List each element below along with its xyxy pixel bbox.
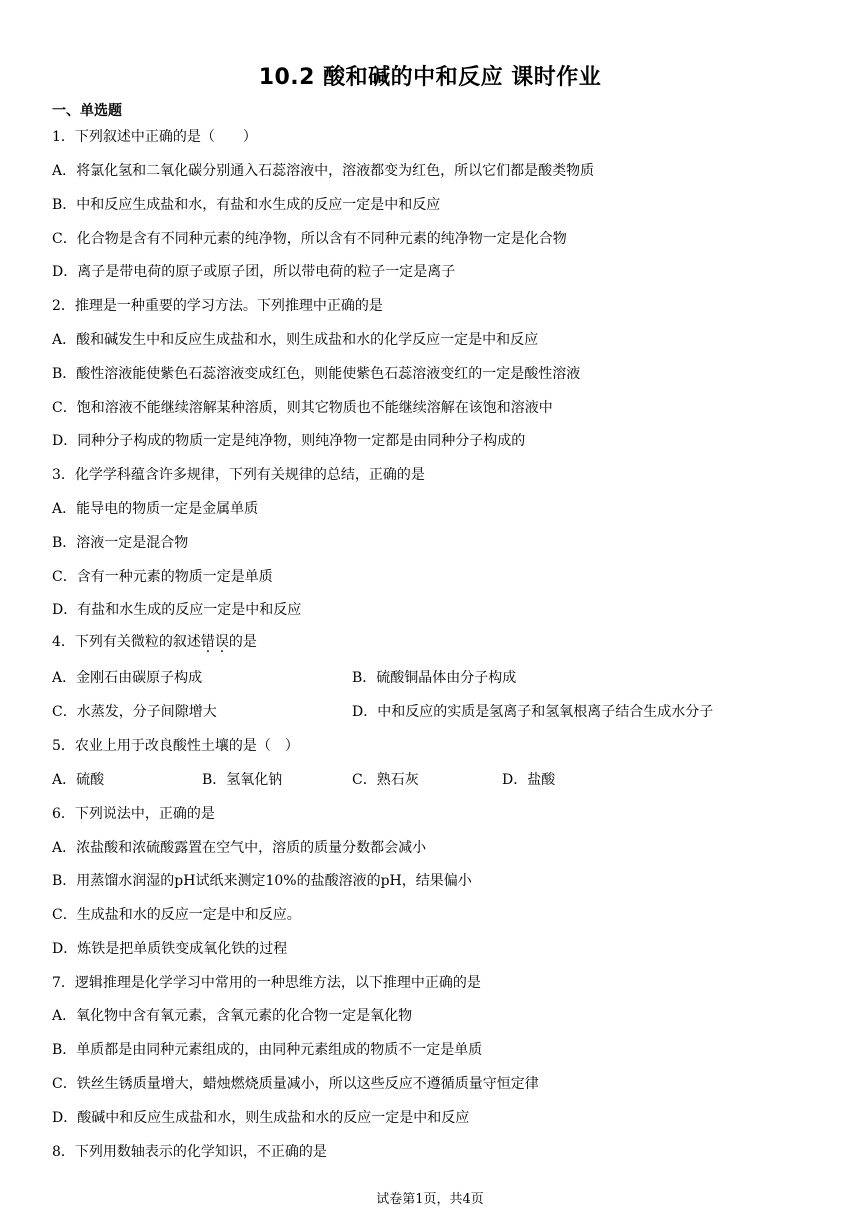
question-7-option-d: D．酸碱中和反应生成盐和水，则生成盐和水的反应一定是中和反应 — [52, 1110, 470, 1126]
question-7-option-a: A．氧化物中含有氧元素，含氧元素的化合物一定是氧化物 — [52, 1008, 413, 1024]
question-1-option-a: A．将氯化氢和二氧化碳分别通入石蕊溶液中，溶液都变为红色，所以它们都是酸类物质 — [52, 163, 595, 179]
question-5-option-d: D．盐酸 — [502, 772, 556, 788]
question-4-option-a: A．金刚石由碳原子构成 — [52, 670, 203, 686]
question-6-option-d: D．炼铁是把单质铁变成氧化铁的过程 — [52, 941, 288, 957]
question-2-option-d: D．同种分子构成的物质一定是纯净物，则纯净物一定都是由同种分子构成的 — [52, 433, 526, 449]
question-6-option-c: C．生成盐和水的反应一定是中和反应。 — [52, 907, 301, 923]
emphasis-char: 错 — [200, 634, 215, 650]
question-5-option-c: C．熟石灰 — [352, 772, 419, 788]
question-5-option-b: B．氢氧化钠 — [202, 772, 283, 788]
question-5-stem: 5．农业上用于改良酸性土壤的是（ ） — [52, 738, 299, 754]
question-4-option-b: B．硫酸铜晶体由分子构成 — [352, 670, 517, 686]
question-4-option-c: C．水蒸发，分子间隙增大 — [52, 704, 217, 720]
question-3-option-d: D．有盐和水生成的反应一定是中和反应 — [52, 602, 302, 618]
question-8-stem: 8．下列用数轴表示的化学知识，不正确的是 — [52, 1144, 327, 1160]
question-2-option-c: C．饱和溶液不能继续溶解某种溶质，则其它物质也不能继续溶解在该饱和溶液中 — [52, 400, 553, 416]
question-4-option-d: D．中和反应的实质是氢离子和氢氧根离子结合生成水分子 — [352, 704, 714, 720]
question-3-option-b: B．溶液一定是混合物 — [52, 535, 189, 551]
question-3-option-a: A．能导电的物质一定是金属单质 — [52, 501, 259, 517]
question-1-stem: 1．下列叙述中正确的是（ ） — [52, 129, 257, 145]
question-4-stem-post: 的是 — [228, 634, 257, 650]
question-2-option-b: B．酸性溶液能使紫色石蕊溶液变成红色，则能使紫色石蕊溶液变红的一定是酸性溶液 — [52, 366, 581, 382]
question-4-stem-pre: 4．下列有关微粒的叙述 — [52, 634, 201, 650]
question-2-stem: 2．推理是一种重要的学习方法。下列推理中正确的是 — [52, 298, 383, 314]
question-2-option-a: A．酸和碱发生中和反应生成盐和水，则生成盐和水的化学反应一定是中和反应 — [52, 332, 539, 348]
question-4-stem — [52, 633, 257, 651]
question-1-option-b: B．中和反应生成盐和水，有盐和水生成的反应一定是中和反应 — [52, 197, 441, 213]
emphasis-char: 误 — [214, 634, 229, 650]
question-6-option-a: A．浓盐酸和浓硫酸露置在空气中，溶质的质量分数都会减小 — [52, 840, 427, 856]
question-6-stem: 6．下列说法中，正确的是 — [52, 806, 215, 822]
question-7-option-b: B．单质都是由同种元素组成的，由同种元素组成的物质不一定是单质 — [52, 1042, 483, 1058]
section-heading: 一、单选题 — [52, 103, 122, 119]
question-3-option-c: C．含有一种元素的物质一定是单质 — [52, 569, 273, 585]
question-1-option-d: D．离子是带电荷的原子或原子团，所以带电荷的粒子一定是离子 — [52, 264, 456, 280]
question-1-option-c: C．化合物是含有不同种元素的纯净物，所以含有不同种元素的纯净物一定是化合物 — [52, 231, 567, 247]
page-footer: 试卷第1页，共4页 — [376, 1192, 484, 1207]
question-6-option-b: B．用蒸馏水润湿的pH试纸来测定10%的盐酸溶液的pH，结果偏小 — [52, 873, 472, 889]
question-3-stem: 3．化学学科蕴含许多规律，下列有关规律的总结，正确的是 — [52, 467, 425, 483]
question-5-option-a: A．硫酸 — [52, 772, 105, 788]
question-7-stem: 7．逻辑推理是化学学习中常用的一种思维方法，以下推理中正确的是 — [52, 975, 481, 991]
page-title: 10.2 酸和碱的中和反应 课时作业 — [258, 65, 602, 90]
question-7-option-c: C．铁丝生锈质量增大，蜡烛燃烧质量减小，所以这些反应不遵循质量守恒定律 — [52, 1076, 539, 1092]
